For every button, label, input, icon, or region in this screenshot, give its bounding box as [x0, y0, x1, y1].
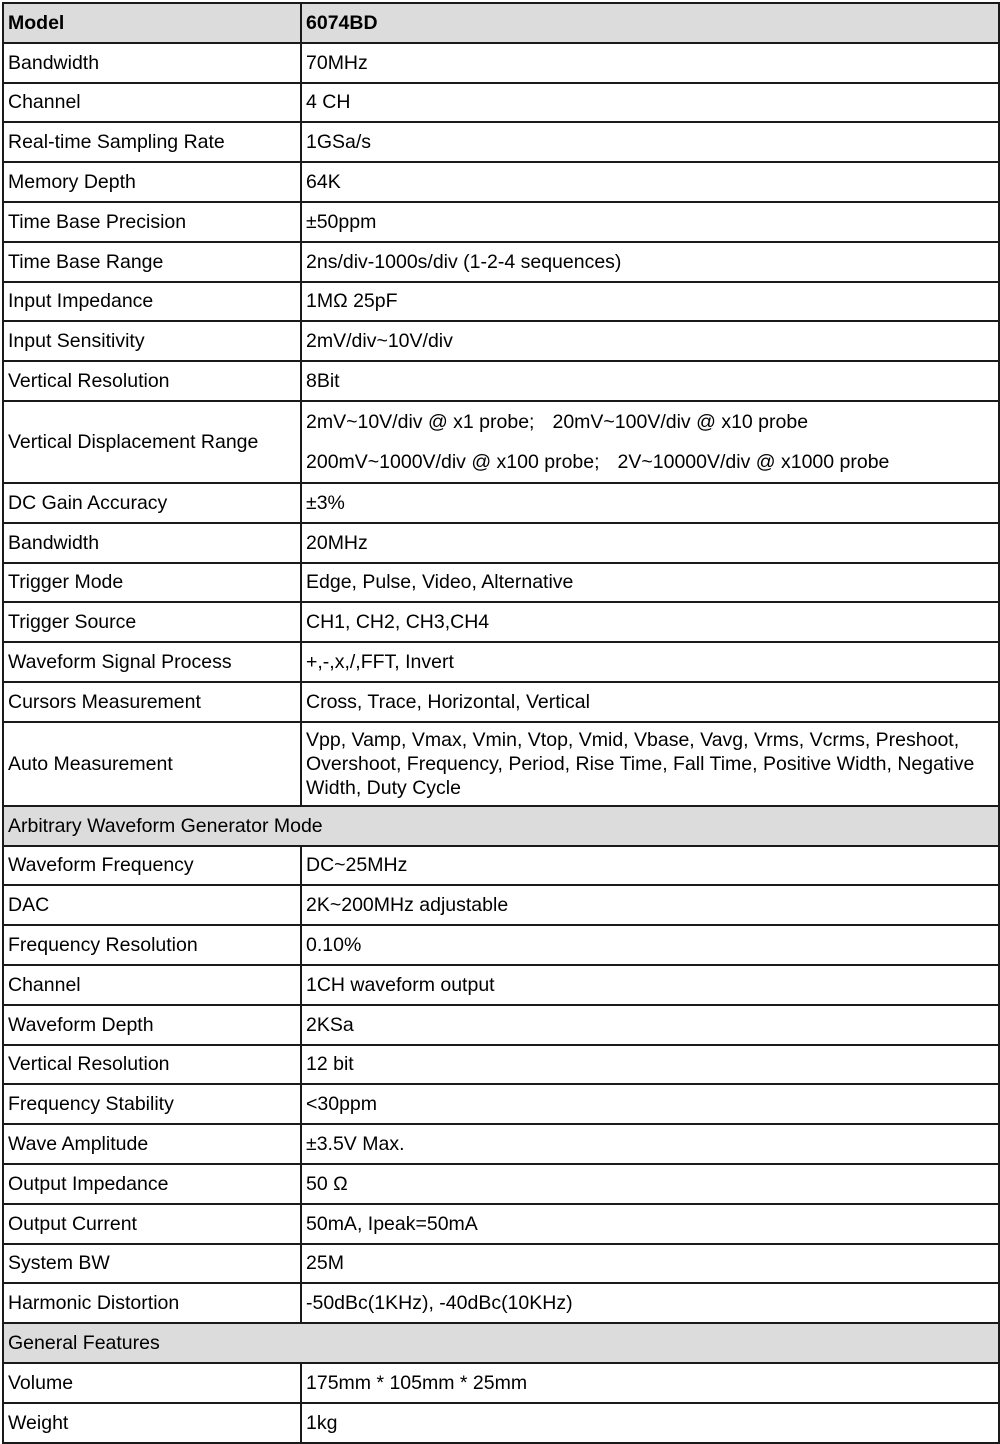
- table-row: [3, 1164, 999, 1204]
- table-row: [3, 1084, 999, 1124]
- row-label: Frequency Stability: [3, 1084, 301, 1124]
- row-label: Weight: [3, 1403, 301, 1443]
- row-value: 1kg: [301, 1403, 999, 1443]
- table-row: [3, 83, 999, 123]
- table-row: [3, 483, 999, 523]
- row-label: Real-time Sampling Rate: [3, 122, 301, 162]
- row-label: System BW: [3, 1244, 301, 1284]
- row-value: Vpp, Vamp, Vmax, Vmin, Vtop, Vmid, Vbase, Vavg, Vrms, Vcrms, Preshoot, Overshoot, Frequency, Period, Rise Time, Fall Time, Positive Width, Negative Width, Duty Cycle: [301, 722, 999, 806]
- row-label: Waveform Depth: [3, 1005, 301, 1045]
- table-row: [3, 846, 999, 886]
- row-value: ±3%: [301, 483, 999, 523]
- table-row: [3, 1045, 999, 1085]
- table-row-vertical-displacement: [3, 401, 999, 483]
- row-value: Cross, Trace, Horizontal, Vertical: [301, 682, 999, 722]
- vd-line-1-b: 20mV~100V/div @ x10 probe: [552, 410, 809, 433]
- table-header-row: [3, 3, 999, 43]
- row-label: Memory Depth: [3, 162, 301, 202]
- row-label: Vertical Resolution: [3, 361, 301, 401]
- header-label: Model: [3, 3, 301, 43]
- row-value: ±3.5V Max.: [301, 1124, 999, 1164]
- table-row: [3, 1124, 999, 1164]
- table-row: [3, 523, 999, 563]
- row-value: 2mV/div~10V/div: [301, 321, 999, 361]
- row-label: Volume: [3, 1363, 301, 1403]
- row-value: DC~25MHz: [301, 846, 999, 886]
- row-label: Auto Measurement: [3, 722, 301, 806]
- table-row: [3, 1283, 999, 1323]
- row-value: 8Bit: [301, 361, 999, 401]
- table-row: [3, 642, 999, 682]
- row-label: Output Impedance: [3, 1164, 301, 1204]
- row-label: Trigger Source: [3, 602, 301, 642]
- row-label: Bandwidth: [3, 523, 301, 563]
- table-row: [3, 43, 999, 83]
- row-value: 50 Ω: [301, 1164, 999, 1204]
- table-row: [3, 1005, 999, 1045]
- row-value: -50dBc(1KHz), -40dBc(10KHz): [301, 1283, 999, 1323]
- row-label: Wave Amplitude: [3, 1124, 301, 1164]
- row-label: Time Base Precision: [3, 202, 301, 242]
- row-value: <30ppm: [301, 1084, 999, 1124]
- row-value: 12 bit: [301, 1045, 999, 1085]
- row-label: Waveform Frequency: [3, 846, 301, 886]
- vd-line-2-b: 2V~10000V/div @ x1000 probe: [617, 450, 890, 473]
- spec-table: [2, 2, 1000, 1444]
- row-label: Output Current: [3, 1204, 301, 1244]
- row-value: ±50ppm: [301, 202, 999, 242]
- section-title: Arbitrary Waveform Generator Mode: [3, 806, 999, 846]
- table-row: [3, 202, 999, 242]
- table-row: [3, 563, 999, 603]
- vd-line-2-a: 200mV~1000V/div @ x100 probe;: [306, 450, 600, 473]
- row-label: DC Gain Accuracy: [3, 483, 301, 523]
- table-row: [3, 321, 999, 361]
- row-label: Channel: [3, 83, 301, 123]
- table-row: [3, 1403, 999, 1443]
- row-value: +,-,x,/,FFT, Invert: [301, 642, 999, 682]
- row-label: Vertical Resolution: [3, 1045, 301, 1085]
- table-row: [3, 1204, 999, 1244]
- row-label: Trigger Mode: [3, 563, 301, 603]
- table-row: [3, 682, 999, 722]
- table-row: [3, 965, 999, 1005]
- row-value: 64K: [301, 162, 999, 202]
- row-value: 20MHz: [301, 523, 999, 563]
- table-row: [3, 282, 999, 322]
- section-header-general: [3, 1323, 999, 1363]
- row-value: 0.10%: [301, 925, 999, 965]
- vd-line-2: [306, 442, 994, 482]
- row-value: 2ns/div-1000s/div (1-2-4 sequences): [301, 242, 999, 282]
- row-label: Channel: [3, 965, 301, 1005]
- row-label: Time Base Range: [3, 242, 301, 282]
- row-value: [301, 401, 999, 483]
- row-value: 1GSa/s: [301, 122, 999, 162]
- row-value: 1CH waveform output: [301, 965, 999, 1005]
- table-row-auto-measurement: [3, 722, 999, 806]
- header-model: 6074BD: [301, 3, 999, 43]
- row-label: Input Sensitivity: [3, 321, 301, 361]
- row-value: 175mm * 105mm * 25mm: [301, 1363, 999, 1403]
- row-value: 50mA, Ipeak=50mA: [301, 1204, 999, 1244]
- table-row: [3, 1363, 999, 1403]
- row-value: CH1, CH2, CH3,CH4: [301, 602, 999, 642]
- row-value: 1MΩ 25pF: [301, 282, 999, 322]
- vd-line-1-a: 2mV~10V/div @ x1 probe;: [306, 410, 535, 433]
- section-header-awg: [3, 806, 999, 846]
- table-row: [3, 602, 999, 642]
- row-label: DAC: [3, 885, 301, 925]
- row-value: 2K~200MHz adjustable: [301, 885, 999, 925]
- row-label: Vertical Displacement Range: [3, 401, 301, 483]
- row-value: 70MHz: [301, 43, 999, 83]
- row-label: Waveform Signal Process: [3, 642, 301, 682]
- row-value: 4 CH: [301, 83, 999, 123]
- table-row: [3, 1244, 999, 1284]
- row-label: Cursors Measurement: [3, 682, 301, 722]
- row-label: Bandwidth: [3, 43, 301, 83]
- table-row: [3, 925, 999, 965]
- row-label: Frequency Resolution: [3, 925, 301, 965]
- table-row: [3, 122, 999, 162]
- section-title: General Features: [3, 1323, 999, 1363]
- row-label: Harmonic Distortion: [3, 1283, 301, 1323]
- row-value: 2KSa: [301, 1005, 999, 1045]
- table-row: [3, 885, 999, 925]
- table-row: [3, 242, 999, 282]
- table-row: [3, 162, 999, 202]
- spec-table-body: [3, 3, 999, 1443]
- row-value: Edge, Pulse, Video, Alternative: [301, 563, 999, 603]
- vd-line-1: [306, 402, 994, 442]
- row-label: Input Impedance: [3, 282, 301, 322]
- row-value: 25M: [301, 1244, 999, 1284]
- table-row: [3, 361, 999, 401]
